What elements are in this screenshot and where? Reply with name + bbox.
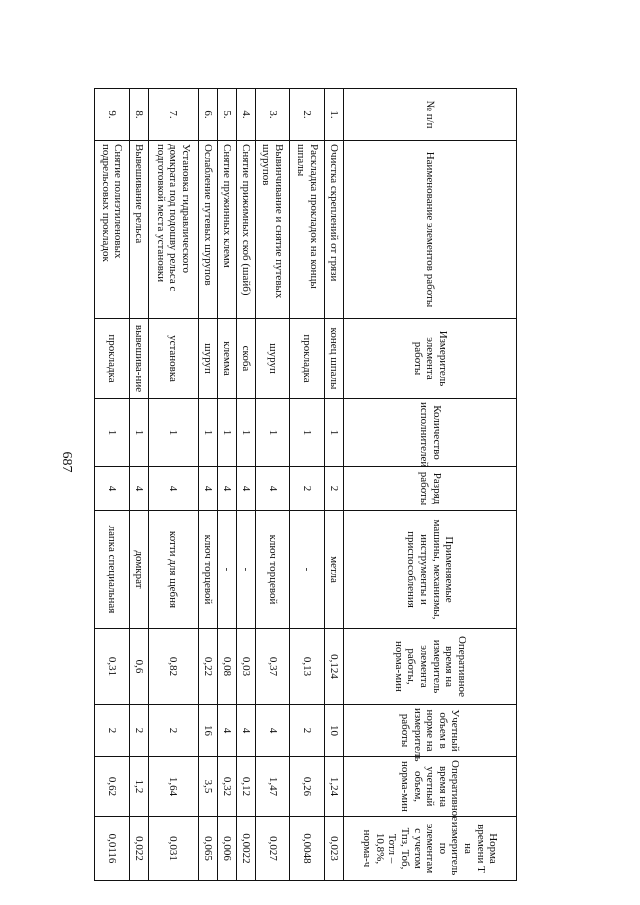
- cell-num: 6.: [198, 89, 217, 141]
- norms-table: [94, 88, 517, 881]
- cell-tools: котти для щебня: [148, 511, 198, 629]
- cell-count: 1: [236, 399, 255, 467]
- table-row: [217, 89, 236, 881]
- cell-grade: 4: [129, 467, 148, 511]
- cell-optime-elem: 0,13: [290, 629, 324, 705]
- header-volume: Учетный объем в норме на измеритель работы: [343, 705, 516, 757]
- cell-optime-elem: 0,124: [324, 629, 343, 705]
- cell-name: Снятие полиэтиленовых подрельсовых прокладок: [95, 141, 130, 319]
- cell-optime-elem: 0,6: [129, 629, 148, 705]
- cell-count: 1: [290, 399, 324, 467]
- cell-name: Установка гидравлического домкрата под подошву рельса с подготовкой места установки: [148, 141, 198, 319]
- cell-optime-elem: 0,82: [148, 629, 198, 705]
- cell-norm: 0,023: [324, 817, 343, 881]
- cell-optime-vol: 1,2: [129, 757, 148, 817]
- header-norm: Норма времени Т на измеритель по элементам с учетом Тпз, Тоб, Тотл – 10,8%, норма-ч: [343, 817, 516, 881]
- cell-num: 2.: [290, 89, 324, 141]
- cell-num: 3.: [255, 89, 289, 141]
- cell-volume: 2: [148, 705, 198, 757]
- cell-count: 1: [255, 399, 289, 467]
- cell-optime-elem: 0,31: [95, 629, 130, 705]
- cell-meter: скоба: [236, 319, 255, 399]
- cell-tools: -: [236, 511, 255, 629]
- cell-grade: 2: [324, 467, 343, 511]
- cell-optime-vol: 0,26: [290, 757, 324, 817]
- table-row: [255, 89, 289, 881]
- cell-optime-elem: 0,22: [198, 629, 217, 705]
- table-header-row: [343, 89, 516, 881]
- cell-grade: 2: [290, 467, 324, 511]
- header-meter: Измеритель элемента работы: [343, 319, 516, 399]
- cell-optime-vol: 0,12: [236, 757, 255, 817]
- table-row: [324, 89, 343, 881]
- cell-tools: -: [290, 511, 324, 629]
- table-row: [148, 89, 198, 881]
- cell-volume: 4: [255, 705, 289, 757]
- table-row: [290, 89, 324, 881]
- cell-grade: 4: [255, 467, 289, 511]
- cell-norm: 0,0048: [290, 817, 324, 881]
- cell-meter: установка: [148, 319, 198, 399]
- cell-optime-vol: 0,62: [95, 757, 130, 817]
- cell-tools: метла: [324, 511, 343, 629]
- cell-volume: 16: [198, 705, 217, 757]
- cell-name: Раскладка прокладок на концы шпалы: [290, 141, 324, 319]
- cell-grade: 4: [236, 467, 255, 511]
- cell-name: Вывешивание рельса: [129, 141, 148, 319]
- cell-optime-elem: 0,37: [255, 629, 289, 705]
- cell-grade: 4: [198, 467, 217, 511]
- page-number: 687: [59, 451, 74, 473]
- table-row: [95, 89, 130, 881]
- cell-norm: 0,031: [148, 817, 198, 881]
- header-name: Наименование элементов работы: [343, 141, 516, 319]
- cell-tools: лапка специальная: [95, 511, 130, 629]
- header-optime-vol: Оперативное время на учетный объем, норма-мин: [343, 757, 516, 817]
- cell-norm: 0,0022: [236, 817, 255, 881]
- cell-tools: -: [217, 511, 236, 629]
- cell-num: 4.: [236, 89, 255, 141]
- cell-num: 8.: [129, 89, 148, 141]
- cell-volume: 4: [217, 705, 236, 757]
- cell-grade: 4: [95, 467, 130, 511]
- cell-tools: ключ торцевой: [198, 511, 217, 629]
- cell-volume: 2: [95, 705, 130, 757]
- cell-tools: ключ торцевой: [255, 511, 289, 629]
- cell-meter: конец шпалы: [324, 319, 343, 399]
- cell-optime-elem: 0,03: [236, 629, 255, 705]
- cell-count: 1: [148, 399, 198, 467]
- cell-num: 9.: [95, 89, 130, 141]
- cell-optime-elem: 0,08: [217, 629, 236, 705]
- rotated-table-container: [94, 88, 517, 880]
- cell-count: 1: [129, 399, 148, 467]
- cell-name: Вывинчивание и снятие путевых шурупов: [255, 141, 289, 319]
- cell-volume: 2: [290, 705, 324, 757]
- table-row: [236, 89, 255, 881]
- table-body: [95, 89, 344, 881]
- header-optime-elem: Оперативное время на измеритель элемента работы, норма-мин: [343, 629, 516, 705]
- cell-volume: 10: [324, 705, 343, 757]
- cell-count: 1: [217, 399, 236, 467]
- cell-meter: прокладка: [290, 319, 324, 399]
- cell-norm: 0,006: [217, 817, 236, 881]
- cell-meter: шуруп: [198, 319, 217, 399]
- cell-norm: 0,065: [198, 817, 217, 881]
- cell-optime-vol: 0,32: [217, 757, 236, 817]
- cell-meter: вывешива-ние: [129, 319, 148, 399]
- header-count: Количество исполнителей: [343, 399, 516, 467]
- cell-optime-vol: 1,64: [148, 757, 198, 817]
- table-row: [198, 89, 217, 881]
- cell-meter: шуруп: [255, 319, 289, 399]
- cell-grade: 4: [148, 467, 198, 511]
- cell-norm: 0,027: [255, 817, 289, 881]
- cell-name: Снятие прижимных скоб (шайб): [236, 141, 255, 319]
- cell-count: 1: [324, 399, 343, 467]
- cell-meter: клемма: [217, 319, 236, 399]
- cell-meter: прокладка: [95, 319, 130, 399]
- cell-num: 5.: [217, 89, 236, 141]
- cell-optime-vol: 1,24: [324, 757, 343, 817]
- header-grade: Разряд работы: [343, 467, 516, 511]
- cell-norm: 0,0116: [95, 817, 130, 881]
- cell-optime-vol: 3,5: [198, 757, 217, 817]
- cell-count: 1: [95, 399, 130, 467]
- cell-norm: 0,022: [129, 817, 148, 881]
- cell-grade: 4: [217, 467, 236, 511]
- cell-optime-vol: 1,47: [255, 757, 289, 817]
- cell-count: 1: [198, 399, 217, 467]
- cell-num: 1.: [324, 89, 343, 141]
- cell-name: Ослабление путевых шурупов: [198, 141, 217, 319]
- cell-num: 7.: [148, 89, 198, 141]
- cell-volume: 2: [129, 705, 148, 757]
- header-tools: Применяемые машины, механизмы, инструменты и приспособления: [343, 511, 516, 629]
- cell-name: Очистка скреплений от грязи: [324, 141, 343, 319]
- header-num: № п/п: [343, 89, 516, 141]
- cell-volume: 4: [236, 705, 255, 757]
- cell-tools: домкрат: [129, 511, 148, 629]
- table-row: [129, 89, 148, 881]
- cell-name: Снятие пружинных клемм: [217, 141, 236, 319]
